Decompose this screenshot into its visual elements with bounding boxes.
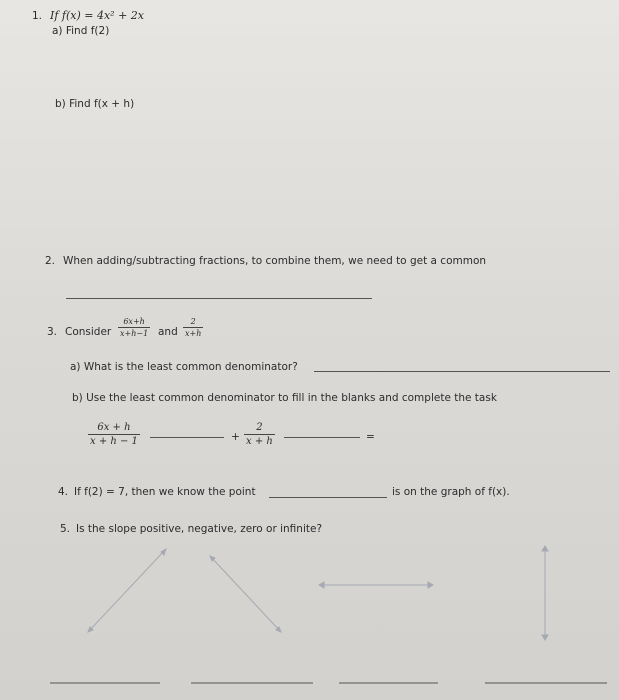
- q3a-prompt: a) What is the least common denominator?: [70, 361, 298, 373]
- q1a-prompt: a) Find f(2): [52, 25, 110, 37]
- q3b-prompt: b) Use the least common denominator to fill in the blanks and complete the task: [72, 392, 497, 404]
- q2-number: 2.: [45, 255, 56, 267]
- q4-text: If f(2) = 7, then we know the point: [74, 486, 256, 498]
- q1b-prompt: b) Find f(x + h): [55, 98, 135, 110]
- q3-eq-fraction-1-numerator: 6x + h: [97, 422, 131, 433]
- q3-fraction-1-numerator: 6x+h: [123, 317, 145, 326]
- q3-and: and: [158, 326, 178, 338]
- q3-fraction-2-numerator: 2: [190, 317, 196, 326]
- q3-eq-fraction-2-denominator: x + h: [246, 436, 273, 447]
- q3-eq-fraction-1-denominator: x + h − 1: [90, 436, 138, 447]
- graph-positive-slope-line: [88, 549, 166, 632]
- q3-eq-fraction-2-numerator: 2: [256, 422, 263, 433]
- q3-consider: Consider: [65, 326, 112, 338]
- q1-number: 1.: [32, 10, 43, 22]
- arrow-head-icon: [542, 546, 548, 551]
- arrow-head-icon: [428, 582, 433, 588]
- q3-eq-plus: +: [231, 431, 240, 443]
- graph-negative-slope-line: [210, 556, 281, 632]
- arrow-head-icon: [319, 582, 324, 588]
- q3-number: 3.: [47, 326, 58, 338]
- q5-number: 5.: [60, 523, 71, 535]
- q3-eq-equals: =: [366, 431, 375, 443]
- q1-stem: If f(x) = 4x² + 2x: [50, 9, 145, 22]
- q4-text-end: is on the graph of f(x).: [392, 486, 510, 498]
- q3-fraction-1-denominator: x+h−1: [120, 329, 149, 338]
- q5-text: Is the slope positive, negative, zero or infinite?: [76, 523, 323, 535]
- arrow-head-icon: [542, 635, 548, 640]
- q2-text: When adding/subtracting fractions, to combine them, we need to get a common: [63, 255, 487, 267]
- q3-fraction-2-denominator: x+h: [185, 329, 202, 338]
- q4-number: 4.: [58, 486, 69, 498]
